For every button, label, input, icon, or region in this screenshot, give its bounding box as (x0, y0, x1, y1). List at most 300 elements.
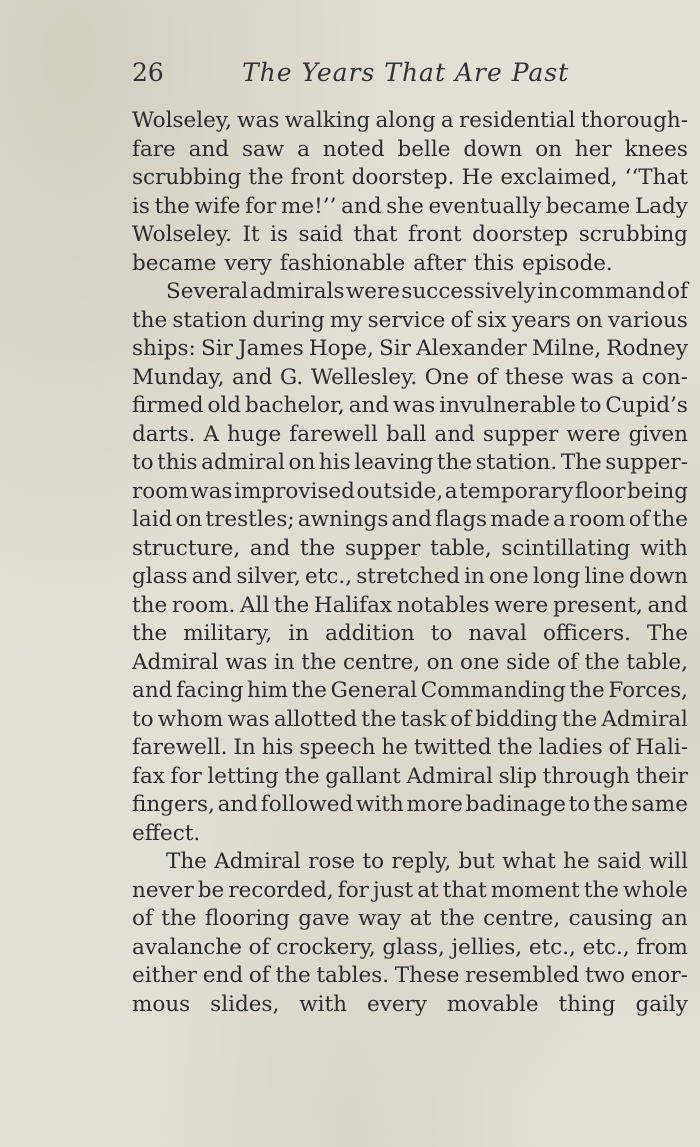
word: One (424, 364, 469, 390)
text-line (132, 592, 688, 621)
word: in (273, 649, 295, 675)
word: the (161, 906, 197, 931)
word: he (563, 849, 590, 874)
text-line (132, 335, 688, 364)
word: to (568, 792, 591, 817)
word: on (426, 649, 454, 675)
word: causing (568, 906, 653, 931)
word: Commanding (420, 678, 566, 703)
word: his (318, 450, 351, 475)
word: letting (207, 763, 279, 789)
word: thing (558, 991, 616, 1017)
word: James (238, 336, 304, 361)
word: task (400, 706, 447, 732)
word: with (299, 991, 348, 1017)
word: exclaimed, (500, 165, 618, 190)
word: It (242, 222, 260, 247)
word: the (583, 877, 620, 903)
word: she (386, 193, 424, 219)
word: The (166, 849, 207, 874)
word: the (361, 706, 397, 732)
word: the (154, 193, 190, 219)
word: flooring (204, 906, 290, 931)
text-line (132, 535, 688, 564)
word: in (288, 621, 309, 646)
word: present, (552, 592, 643, 618)
word: various (607, 307, 688, 333)
word: station. (475, 450, 558, 475)
word: made (490, 507, 550, 532)
word: etc., (528, 934, 576, 960)
word: jellies, (451, 934, 523, 960)
word: and (232, 364, 273, 390)
word: glass, (382, 934, 445, 960)
text-line (132, 193, 688, 222)
word: either (132, 963, 198, 988)
word: never (132, 877, 194, 903)
word: These (394, 963, 460, 988)
word: on (535, 136, 562, 162)
word: mous (132, 991, 191, 1017)
word: flags (435, 507, 488, 532)
word: Hope, (308, 336, 374, 361)
text-line (132, 934, 688, 963)
word: improvised (234, 478, 355, 504)
word: addition (325, 621, 415, 646)
word: during (252, 307, 325, 333)
word: will (648, 849, 688, 874)
word: The (647, 621, 688, 646)
word: my (329, 307, 363, 333)
word: down (463, 136, 523, 162)
word: gallant (325, 763, 401, 789)
word: was (393, 393, 436, 418)
word: very (224, 250, 272, 276)
word: Several (166, 279, 249, 304)
word: that (353, 222, 398, 247)
word: were (345, 279, 401, 304)
word: the (284, 763, 320, 789)
word: doorstep. (351, 165, 455, 190)
word: of (450, 307, 472, 333)
text-line (132, 278, 688, 307)
word: were (494, 592, 549, 618)
word: saw (241, 136, 285, 162)
word: front (290, 165, 345, 190)
word: room (569, 507, 626, 532)
word: of (557, 649, 578, 675)
word: officers. (542, 621, 631, 646)
word: the (562, 706, 598, 732)
word: to (132, 450, 154, 475)
page-number: 26 (132, 58, 164, 87)
word: gave (298, 906, 350, 931)
word: bachelor, (244, 393, 345, 418)
word: Hali- (635, 735, 688, 760)
word: fax (132, 763, 165, 789)
text-line (132, 962, 688, 991)
word: a (621, 364, 635, 390)
word: on (175, 507, 203, 532)
word: every (366, 991, 427, 1017)
word: glass (132, 564, 188, 589)
word: doorstep (472, 222, 569, 247)
word: ships: (132, 336, 196, 361)
word: and (647, 592, 688, 618)
word: darts. (132, 421, 196, 447)
word: through (542, 763, 630, 789)
word: the (300, 535, 336, 561)
word: Rodney (606, 336, 688, 361)
word: table, (430, 535, 492, 561)
word: two (585, 963, 626, 988)
word: at (409, 906, 432, 931)
word: episode. (522, 250, 613, 276)
text-line (132, 791, 688, 820)
word: effect. (132, 820, 201, 846)
word: Admiral (601, 706, 688, 732)
word: the (584, 649, 620, 675)
word: and (249, 535, 291, 561)
word: this (157, 450, 198, 475)
word: ball (386, 421, 427, 447)
word: Halifax (313, 592, 393, 618)
word: her (574, 136, 612, 162)
word: Cupid’s (605, 393, 688, 418)
text-line (132, 848, 688, 877)
word: was (237, 108, 280, 133)
word: on (288, 450, 316, 475)
word: scrubbing (578, 222, 688, 247)
word: command (559, 279, 666, 304)
word: ladies (538, 735, 603, 760)
word: and (391, 507, 432, 532)
word: structure, (132, 535, 241, 561)
word: of (132, 906, 153, 931)
word: Sir (200, 336, 233, 361)
word: He (461, 165, 494, 190)
word: Admiral (132, 649, 219, 675)
word: be (197, 877, 225, 903)
word: was (225, 649, 268, 675)
word: with (640, 535, 688, 561)
word: a (440, 108, 454, 133)
word: me!’’ (280, 193, 337, 219)
word: wife (194, 193, 241, 219)
word: of (248, 934, 270, 960)
word: the (569, 678, 605, 703)
word: and (132, 678, 173, 703)
text-line (132, 449, 688, 478)
word: stretched (356, 564, 460, 589)
word: noted (322, 136, 385, 162)
word: huge (227, 421, 282, 447)
word: one (460, 649, 500, 675)
word: for (170, 763, 202, 789)
word: recorded, (228, 877, 334, 903)
word: the (132, 621, 168, 646)
word: scintillating (501, 535, 631, 561)
word: moment (490, 877, 580, 903)
word: farewell. (132, 735, 228, 760)
word: this (473, 250, 515, 276)
word: old (207, 393, 242, 418)
word: same (630, 792, 688, 817)
word: the (652, 507, 688, 532)
text-line (132, 677, 688, 706)
word: supper (344, 535, 421, 561)
text-line (132, 107, 688, 136)
word: fingers, (132, 792, 215, 817)
word: Admiral (406, 763, 493, 789)
word: after (413, 250, 466, 276)
word: eventually (428, 193, 542, 219)
word: successively (401, 279, 536, 304)
word: A (203, 421, 219, 447)
text-line (132, 478, 688, 507)
word: in (537, 279, 559, 304)
word: along (375, 108, 436, 133)
word: side (506, 649, 551, 675)
word: Milne, (532, 336, 602, 361)
word: in (464, 564, 485, 589)
word: given (628, 421, 688, 447)
word: to (132, 706, 154, 732)
word: his (261, 735, 294, 760)
word: the (436, 450, 473, 475)
word: the (301, 649, 337, 675)
word: fashionable (279, 250, 406, 276)
word: supper (482, 421, 559, 447)
word: the (291, 678, 328, 703)
text-line (132, 164, 688, 193)
word: firmed (132, 393, 204, 418)
word: of (608, 735, 630, 760)
word: the (593, 792, 629, 817)
body-text (132, 107, 688, 1019)
text-line (132, 763, 688, 792)
word: Admiral (214, 849, 301, 874)
text-line (132, 563, 688, 592)
word: line (584, 564, 625, 589)
word: for (245, 193, 277, 219)
text-line (132, 905, 688, 934)
word: end (202, 963, 244, 988)
word: years (511, 307, 571, 333)
word: of (450, 706, 472, 732)
word: facing (176, 678, 244, 703)
word: being (627, 478, 688, 504)
text-line (132, 506, 688, 535)
word: these (505, 364, 564, 390)
word: six (476, 307, 507, 333)
word: tables. (316, 963, 390, 988)
word: The (560, 450, 602, 475)
word: the (275, 963, 311, 988)
word: outside, (356, 478, 444, 504)
word: one (489, 564, 529, 589)
word: long (532, 564, 581, 589)
word: more (406, 792, 463, 817)
word: an (661, 906, 688, 931)
word: admiral (201, 450, 285, 475)
text-line (132, 620, 688, 649)
word: awnings (297, 507, 389, 532)
word: residential (458, 108, 576, 133)
word: is (132, 193, 150, 219)
word: station (172, 307, 248, 333)
word: reply, (391, 849, 452, 874)
text-line (132, 734, 688, 763)
word: said (597, 849, 642, 874)
word: supper- (605, 450, 688, 475)
word: Lady (634, 193, 688, 219)
text-line (132, 221, 688, 250)
word: admirals (249, 279, 345, 304)
word: was (571, 364, 614, 390)
word: farewell (289, 421, 378, 447)
word: belle (397, 136, 451, 162)
word: notables (396, 592, 490, 618)
word: badinage (465, 792, 566, 817)
word: Wolseley, (132, 108, 232, 133)
word: centre, (343, 649, 421, 675)
word: bidding (475, 706, 558, 732)
word: invulnerable (439, 393, 576, 418)
word: laid (132, 507, 173, 532)
text-line (132, 820, 688, 849)
word: military, (183, 621, 273, 646)
word: resembled (465, 963, 580, 988)
word: slip (498, 763, 538, 789)
word: to (362, 849, 385, 874)
word: etc., (304, 564, 353, 589)
word: of (628, 507, 650, 532)
word: followed (260, 792, 354, 817)
word: speech (299, 735, 376, 760)
word: and (217, 792, 258, 817)
word: and (341, 193, 382, 219)
text-line (132, 877, 688, 906)
word: Munday, (132, 364, 225, 390)
word: slides, (210, 991, 280, 1017)
word: Wellesley. (310, 364, 418, 390)
word: Sir (379, 336, 411, 361)
word: of (667, 279, 688, 304)
word: whom (157, 706, 224, 732)
word: from (636, 934, 688, 960)
word: Wolseley. (132, 222, 232, 247)
word: what (502, 849, 556, 874)
word: just (373, 877, 414, 903)
text-line (132, 649, 688, 678)
word: fare (132, 136, 176, 162)
text-line (132, 706, 688, 735)
word: but (458, 849, 495, 874)
word: was (227, 706, 270, 732)
word: the (273, 592, 310, 618)
word: temporary (459, 478, 574, 504)
text-line (132, 392, 688, 421)
word: the (132, 307, 168, 333)
word: and (188, 136, 230, 162)
word: room. (171, 592, 236, 618)
word: that (442, 877, 487, 903)
text-line (132, 250, 688, 279)
word: General (330, 678, 418, 703)
word: he (381, 735, 408, 760)
word: said (298, 222, 344, 247)
word: gaily (635, 991, 688, 1017)
word: rose (308, 849, 356, 874)
word: avalanche (132, 934, 242, 960)
word: on (575, 307, 603, 333)
word: movable (446, 991, 539, 1017)
word: of (476, 364, 498, 390)
word: naval (468, 621, 527, 646)
word: All (239, 592, 270, 618)
word: and (434, 421, 475, 447)
word: a (297, 136, 310, 162)
word: front (407, 222, 462, 247)
word: twitted (413, 735, 492, 760)
word: of (248, 963, 270, 988)
word: con- (641, 364, 688, 390)
word: silver, (236, 564, 301, 589)
word: the (439, 906, 475, 931)
running-title: The Years That Are Past (242, 58, 570, 87)
word: service (367, 307, 446, 333)
text-line (132, 307, 688, 336)
word: Alexander (416, 336, 527, 361)
word: table, (626, 649, 688, 675)
word: centre, (483, 906, 561, 931)
word: trestles; (205, 507, 295, 532)
word: G. (280, 364, 304, 390)
word: Forces, (608, 678, 688, 703)
word: was (190, 478, 233, 504)
word: and (191, 564, 233, 589)
word: allotted (273, 706, 358, 732)
word: and (348, 393, 390, 418)
word: with (355, 792, 404, 817)
word: leaving (354, 450, 434, 475)
word: a (553, 507, 566, 532)
word: enor- (630, 963, 688, 988)
word: became (545, 193, 631, 219)
word: the (132, 592, 168, 618)
word: floor (574, 478, 626, 504)
text-line (132, 991, 688, 1020)
word: became (132, 250, 217, 276)
word: the (497, 735, 533, 760)
word: crockery, (276, 934, 376, 960)
word: is (270, 222, 289, 247)
page-header (132, 55, 688, 95)
word: the (248, 165, 284, 190)
word: were (566, 421, 621, 447)
word: to (579, 393, 602, 418)
word: etc., (582, 934, 630, 960)
word: to (430, 621, 453, 646)
word: for (337, 877, 369, 903)
text-line (132, 421, 688, 450)
word: ‘‘That (624, 165, 688, 190)
word: at (417, 877, 439, 903)
text-line (132, 136, 688, 165)
word: knees (624, 136, 688, 162)
word: a (444, 478, 458, 504)
